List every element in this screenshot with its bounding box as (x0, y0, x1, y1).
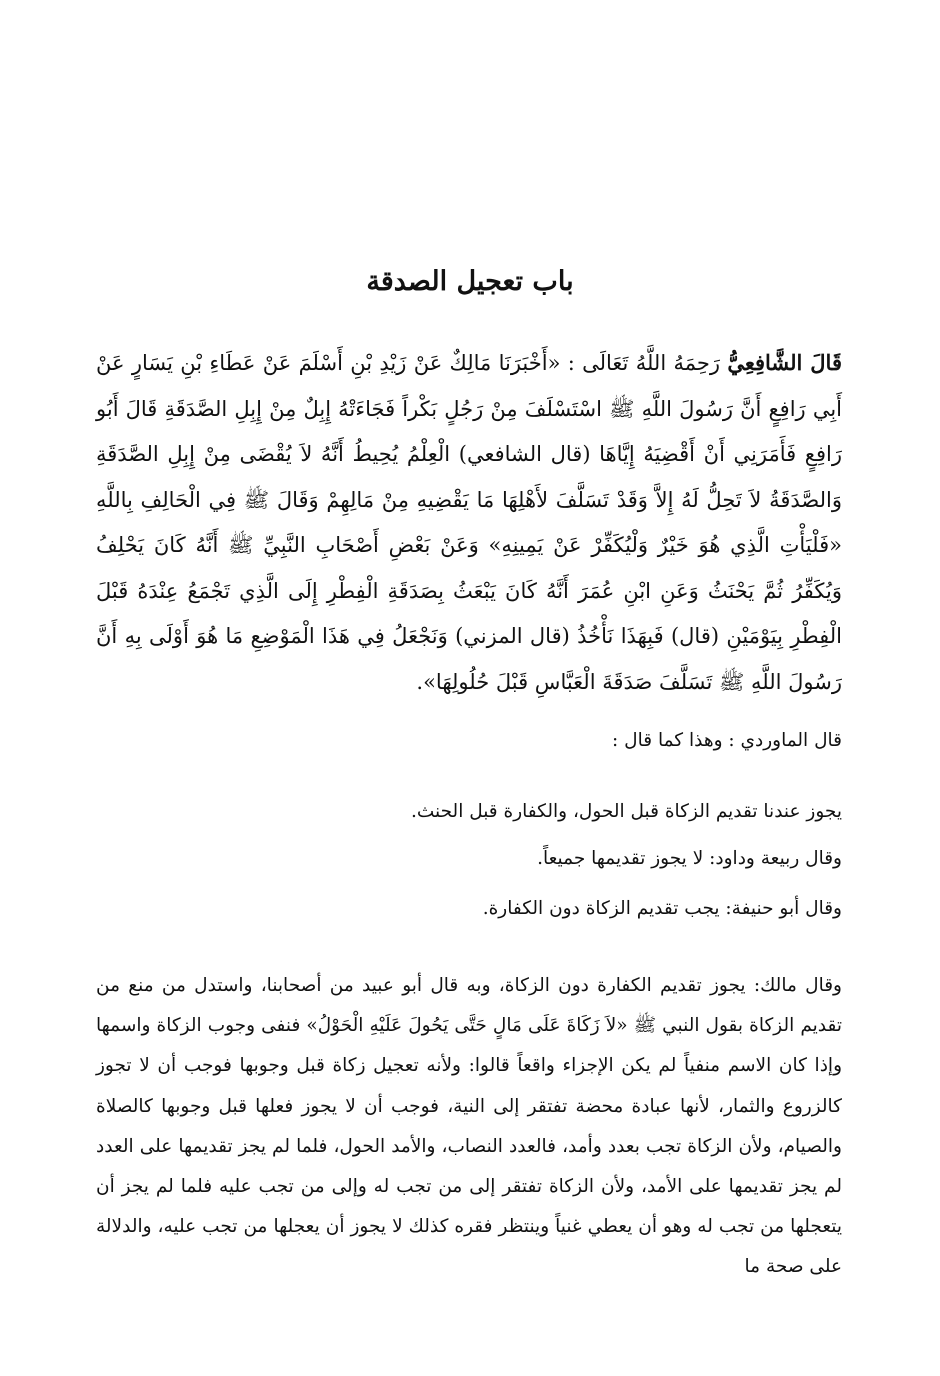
chapter-title: باب تعجيل الصدقة (366, 266, 574, 297)
malik-paragraph (96, 966, 842, 1288)
commentary-line-shafii: يجوز عندنا تقديم الزكاة قبل الحول، والكفارة قبل الحنث. (410, 801, 842, 822)
hadith-text (96, 340, 842, 705)
malik-text: وقال مالك: يجوز تقديم الكفارة دون الزكاة، وبه قال أبو عبيد من أصحابنا، واستدل من منع من تقديم الزكاة بقول النبي ﷺ «لاَ زَكَاةَ عَلَى مَالٍ حَتَّى يَحُولَ عَلَيْهِ الْحَوْلُ» فنفى وجوب الزكاة واسمها وإذا كان الاسم منفياً لم يكن الإجزاء واقعاً قالوا: ولأنه تعجيل زكاة قبل وجوبها فوجب أن لا تجوز كالزروع والثمار، لأنها عبادة محضة تفتقر إلى النية، فوجب أن لا يجوز فعلها قبل وجوبها كالصلاة والصيام، ولأن الزكاة تجب بعدد وأمد، فالعدد النصاب، والأمد الحول، فلما لم يجز تقديمها على العدد لم يجز تقديمها على الأمد، ولأن الزكاة تفتقر إلى من تجب له وإلى من تجب عليه فلما لم يجز أن يتعجلها من تجب له وهو أن يعطي غنياً وينتظر فقره كذلك لا يجوز أن يعجلها من تجب عليه، والدلالة على صحة ما (96, 975, 842, 1278)
commentary-intro: قال الماوردي : وهذا كما قال : (612, 730, 842, 751)
hadith-body: رَحِمَهُ اللَّهُ تَعَالَى : «أَخْبَرَنَا مَالِكٌ عَنْ زَيْدِ بْنِ أَسْلَمَ عَنْ عَطَاءِ بْنِ يَسَارٍ عَنْ أَبِي رَافِعٍ أَنَّ رَسُولَ اللَّهِ ﷺ اسْتَسْلَفَ مِنْ رَجُلٍ بَكْراً فَجَاءَتْهُ إِبِلٌ مِنْ إِبِلِ الصَّدَقَةِ قَالَ أَبُو رَافِعٍ فَأَمَرَنِي أَنْ أَقْضِيَهُ إِيَّاهَا (قال الشافعي) الْعِلْمُ يُحِيطُ أَنَّهُ لاَ يُقْضَى مِنْ إِبِلِ الصَّدَقَةِ وَالصَّدَقَةُ لاَ تَحِلُّ لَهُ إِلاَّ وَقَدْ تَسَلَّفَ لأَهْلِهَا مَا يَقْضِيهِ مِنْ مَالِهِمْ وَقَالَ ﷺ فِي الْحَالِفِ بِاللَّهِ «فَلْيَأْتِ الَّذِي هُوَ خَيْرٌ وَلْيُكَفِّرْ عَنْ يَمِينِهِ» وَعَنْ بَعْضِ أَصْحَابِ النَّبِيِّ ﷺ أَنَّهُ كَانَ يَحْلِفُ وَيُكَفِّرُ ثُمَّ يَحْنَثُ وَعَنِ ابْنِ عُمَرَ أَنَّهُ كَانَ يَبْعَثُ بِصَدَقَةِ الْفِطْرِ إِلَى الَّذِي تَجْمَعُ عِنْدَهُ قَبْلَ الْفِطْرِ بِيَوْمَيْنِ (قال) فَبِهَذَا نَأْخُذُ (قال المزني) وَنَجْعَلُ فِي هَذَا الْمَوْضِعِ مَا هُوَ أَوْلَى بِهِ أَنَّ رَسُولَ اللَّهِ ﷺ تَسَلَّفَ صَدَقَةَ الْعَبَّاسِ قَبْلَ حُلُولِهَا». (96, 351, 843, 694)
hadith-paragraph (96, 340, 842, 705)
commentary-line-rabia-dawud: وقال ربيعة وداود: لا يجوز تقديمها جميعاً. (537, 848, 842, 869)
hadith-lead: قَالَ الشَّافِعِيُّ (727, 350, 842, 375)
commentary-line-abu-hanifa: وقال أبو حنيفة: يجب تقديم الزكاة دون الكفارة. (482, 898, 842, 919)
